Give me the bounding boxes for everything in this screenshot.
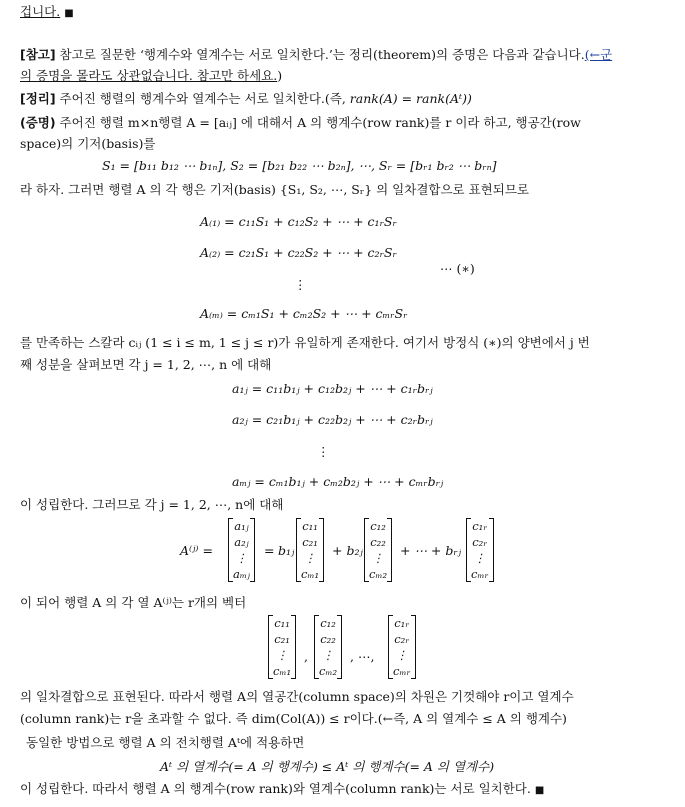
proof-text-1: 주어진 행렬 m×n행렬 A = [aᵢⱼ] 에 대해서 A 의 행계수(row rank)를 r 이라 하고, 행공간(row	[55, 115, 581, 130]
theorem-label: [정리]	[20, 91, 56, 106]
theorem-text: 주어진 행렬의 행계수와 열계수는 서로 일치한다.(즉,	[55, 91, 350, 106]
proof-line-10: 동일한 방법으로 행렬 A 의 전치행렬 Aᵗ에 적용하면	[26, 735, 305, 750]
list-matrix-2: c₁₂ c₂₂ ⋮ cₘ₂	[314, 615, 342, 679]
col-vector-a	[228, 518, 255, 582]
theorem-formula: rank(A) = rank(Aᵗ))	[349, 91, 472, 106]
note-label: [참고]	[20, 47, 56, 62]
matrix-c2: c₁₂ c₂₂ ⋮ cₘ₂	[364, 518, 392, 582]
proof-line-6: 이 성립한다. 그러므로 각 j = 1, 2, ⋯, n에 대해	[20, 497, 284, 512]
proof-line-11: Aᵗ 의 열계수(= A 의 행계수) ≤ Aᵗ 의 행계수(= A 의 열계수)	[160, 759, 495, 774]
list-matrix-1: c₁₁ c₂₁ ⋮ cₘ₁	[268, 615, 296, 679]
plus-dots-br: + ⋯ + bᵣⱼ	[400, 543, 462, 558]
matrix-a: a₁ⱼ a₂ⱼ ⋮ aₘⱼ	[228, 518, 255, 582]
proof-line-8: 의 일차결합으로 표현된다. 따라서 행렬 A의 열공간(column space)의 차원은 기껏해야 r이고 열계수	[20, 689, 574, 704]
note-text-2: 의 증명을 몰라도 상관없습니다. 참고만 하세요.	[20, 68, 278, 83]
comp-eq-1: a₁ⱼ = c₁₁b₁ⱼ + c₁₂b₂ⱼ + ⋯ + c₁ᵣbᵣⱼ	[232, 381, 433, 396]
basis-equation: S₁ = [b₁₁ b₁₂ ⋯ b₁ₙ], S₂ = [b₂₁ b₂₂ ⋯ b₂ₙ], ⋯, Sᵣ = [bᵣ₁ bᵣ₂ ⋯ bᵣₙ]	[102, 158, 497, 173]
row-eq-2: A₍₂₎ = c₂₁S₁ + c₂₂S₂ + ⋯ + c₂ᵣSᵣ	[200, 245, 397, 260]
matrix-cr: c₁ᵣ c₂ᵣ ⋮ cₘᵣ	[466, 518, 494, 582]
plus-b2: + b₂ⱼ	[332, 543, 363, 558]
row-eq-1: A₍₁₎ = c₁₁S₁ + c₁₂S₂ + ⋯ + c₁ᵣSᵣ	[200, 214, 397, 229]
col-vector-r	[466, 518, 494, 582]
comp-eq-m: aₘⱼ = cₘ₁b₁ⱼ + cₘ₂b₂ⱼ + ⋯ + cₘᵣbᵣⱼ	[232, 474, 444, 489]
proof-line-4: 를 만족하는 스칼라 cᵢⱼ (1 ≤ i ≤ m, 1 ≤ j ≤ r)가 유일하게 존재한다. 여기서 방정식 (∗)의 양변에서 j 번	[20, 335, 590, 350]
note-text-1: 참고로 질문한 ‘행계수와 열계수는 서로 일치한다.’는 정리(theorem)의 증명은 다음과 같습니다.	[55, 47, 585, 62]
col-vector-1	[296, 518, 324, 582]
proof-line-3: 라 하자. 그러면 행렬 A 의 각 행은 기저(basis) {S₁, S₂, ⋯, Sᵣ} 의 일차결합으로 표현되므로	[20, 182, 529, 197]
proof-line-1	[20, 114, 581, 132]
matrix-c1: c₁₁ c₂₁ ⋮ cₘ₁	[296, 518, 324, 582]
list-sep-2: , ⋯,	[350, 649, 375, 664]
note-line-1	[20, 46, 612, 64]
proof-label: (증명)	[20, 115, 56, 130]
note-link[interactable]: (←군	[584, 47, 613, 62]
proof-text-12: 이 성립한다. 따라서 행렬 A 의 행계수(row rank)와 열계수(column rank)는 서로 일치한다.	[20, 781, 531, 796]
eq-sign: =	[264, 543, 275, 558]
row-eq-m: A₍ₘ₎ = cₘ₁S₁ + cₘ₂S₂ + ⋯ + cₘᵣSᵣ	[200, 306, 408, 321]
list-vector-1	[268, 615, 296, 679]
proof-line-2: space)의 기저(basis)를	[20, 136, 156, 151]
qed-mark: ■	[64, 8, 74, 19]
note-line-2	[20, 67, 282, 85]
proof-line-12	[20, 780, 544, 800]
proof-line-7: 이 되어 행렬 A 의 각 열 A⁽ʲ⁾는 r개의 벡터	[20, 595, 247, 610]
top-line	[20, 3, 74, 23]
qed-mark-end: ■	[534, 785, 545, 796]
proof-line-9: (column rank)는 r을 초과할 수 없다. 즉 dim(Col(A)) ≤ r이다.(←즉, A 의 열계수 ≤ A 의 행계수)	[20, 711, 567, 726]
list-vector-2	[314, 615, 342, 679]
coef-b1: b₁ⱼ	[278, 543, 295, 558]
note-close: )	[277, 68, 283, 83]
eq-tag: ⋯ (∗)	[440, 261, 475, 276]
proof-line-5: 째 성분을 살펴보면 각 j = 1, 2, ⋯, n 에 대해	[20, 357, 272, 372]
row-vdots: ⋮	[294, 277, 307, 292]
comp-eq-2: a₂ⱼ = c₂₁b₁ⱼ + c₂₂b₂ⱼ + ⋯ + c₂ᵣbᵣⱼ	[232, 412, 433, 427]
list-vector-r	[388, 615, 416, 679]
top-text: 겁니다.	[20, 4, 61, 19]
list-matrix-r: c₁ᵣ c₂ᵣ ⋮ cₘᵣ	[388, 615, 416, 679]
list-sep-1: ,	[304, 649, 308, 664]
theorem-line	[20, 90, 472, 108]
col-lhs: A⁽ʲ⁾ =	[180, 543, 213, 558]
col-vector-2	[364, 518, 392, 582]
comp-vdots: ⋮	[317, 444, 330, 459]
